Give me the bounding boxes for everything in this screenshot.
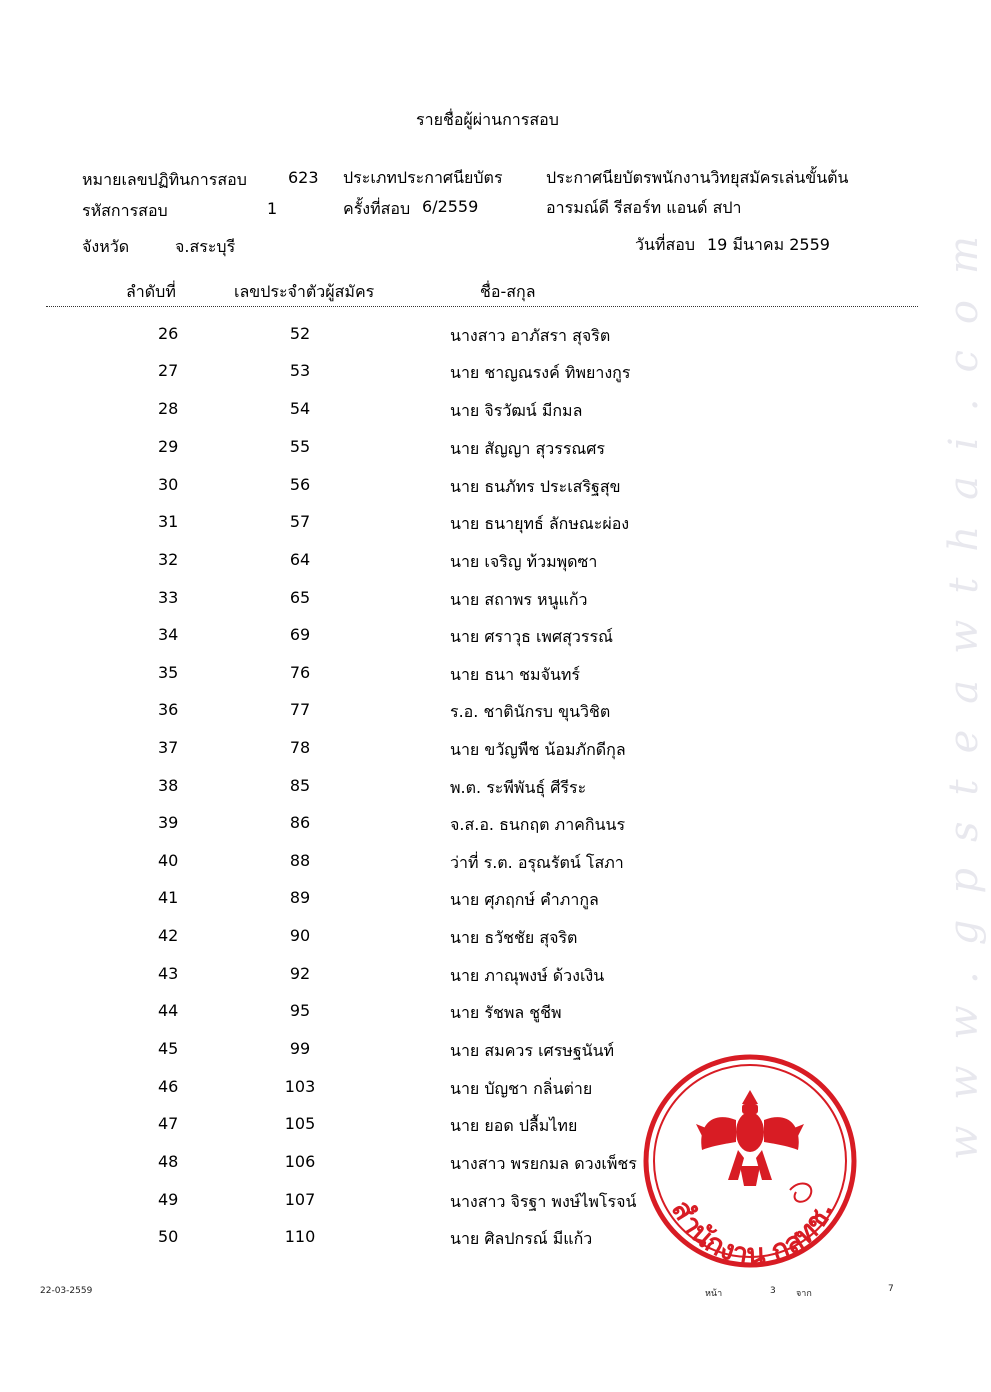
row-name: นาย สมควร เศรษฐนันท์ (450, 1041, 615, 1060)
row-name: นาย ศิลปกรณ์ มีแก้ว (450, 1229, 593, 1248)
row-name: นาย จิรวัฒน์ มีกมล (450, 401, 583, 420)
table-row (0, 437, 991, 467)
row-id: 105 (284, 1114, 316, 1133)
permit-label: หมายเลขปฏิทินการสอบ (82, 170, 247, 189)
round-value: 6/2559 (422, 197, 479, 216)
row-no: 50 (158, 1227, 179, 1246)
row-no: 30 (158, 475, 179, 494)
row-id: 107 (284, 1190, 316, 1209)
column-header-no: ลำดับที่ (126, 282, 176, 301)
row-name: พ.ต. ระพีพันธุ์ ศีรีระ (450, 778, 587, 797)
row-name: นาย ธนา ชมจันทร์ (450, 665, 581, 684)
table-row (0, 776, 991, 806)
row-no: 29 (158, 437, 179, 456)
row-no: 28 (158, 399, 179, 418)
row-name: ว่าที่ ร.ต. อรุณรัตน์ โสภา (450, 853, 624, 872)
table-row (0, 738, 991, 768)
of-label: จาก (796, 1289, 812, 1299)
province-label: จังหวัด (82, 237, 130, 256)
row-no: 37 (158, 738, 179, 757)
table-row (0, 588, 991, 618)
row-id: 86 (289, 813, 311, 832)
venue: อารมณ์ดี รีสอร์ท แอนด์ สปา (546, 198, 742, 217)
row-name: นาย ธวัชชัย สุจริต (450, 928, 578, 947)
row-name: นาย รัชพล ชูชีพ (450, 1003, 562, 1022)
row-id: 103 (284, 1077, 316, 1096)
page-label: หน้า (705, 1289, 723, 1299)
table-row (0, 1001, 991, 1031)
row-id: 65 (289, 588, 311, 607)
table-row (0, 324, 991, 354)
row-name: นาย สัญญา สุวรรณศร (450, 439, 606, 458)
round-label: ครั้งที่สอบ (343, 199, 411, 218)
row-name: นาย ภาณุพงษ์ ด้วงเงิน (450, 966, 605, 985)
table-row (0, 399, 991, 429)
total-pages: 7 (888, 1284, 894, 1294)
row-no: 42 (158, 926, 179, 945)
row-name: ร.อ. ชาตินักรบ ขุนวิชิต (450, 702, 611, 721)
row-id: 77 (289, 700, 311, 719)
row-no: 34 (158, 625, 179, 644)
row-no: 41 (158, 888, 179, 907)
row-no: 31 (158, 512, 179, 531)
table-row (0, 888, 991, 918)
exam-code-value: 1 (267, 199, 278, 218)
row-name: นางสาว อาภัสรา สุจริต (450, 326, 611, 345)
row-name: นาย ธนภัทร ประเสริฐสุข (450, 477, 621, 496)
row-name: นาย บัญชา กลิ่นต่าย (450, 1079, 593, 1098)
row-no: 47 (158, 1114, 179, 1133)
row-name: นาย สถาพร หนูแก้ว (450, 590, 588, 609)
table-row (0, 475, 991, 505)
stamp-text: สำนักงาน กสทช. (664, 1194, 841, 1271)
print-date: 22-03-2559 (40, 1286, 93, 1296)
table-row (0, 813, 991, 843)
table-row (0, 550, 991, 580)
row-no: 43 (158, 964, 179, 983)
row-name: นางสาว จิรฐา พงษ์ไพโรจน์ (450, 1192, 637, 1211)
row-id: 52 (289, 324, 311, 343)
row-id: 106 (284, 1152, 316, 1171)
svg-text:สำนักงาน กสทช. (665, 1194, 840, 1270)
row-id: 78 (289, 738, 311, 757)
row-id: 110 (284, 1227, 316, 1246)
column-header-id: เลขประจำตัวผู้สมัคร (234, 282, 375, 301)
row-name: นาย ยอด ปลื้มไทย (450, 1116, 578, 1135)
exam-date-value: 19 มีนาคม 2559 (707, 235, 830, 254)
table-row (0, 700, 991, 730)
row-id: 95 (289, 1001, 311, 1020)
row-no: 35 (158, 663, 179, 682)
row-id: 53 (289, 361, 311, 380)
row-no: 33 (158, 588, 179, 607)
row-id: 69 (289, 625, 311, 644)
table-row (0, 926, 991, 956)
row-no: 36 (158, 700, 179, 719)
row-no: 45 (158, 1039, 179, 1058)
cert-type-label: ประเภทประกาศนียบัตร (343, 168, 503, 187)
page-number: 3 (770, 1286, 776, 1296)
permit-value: 623 (288, 168, 319, 187)
row-name: จ.ส.อ. ธนกฤต ภาคกินนร (450, 815, 626, 834)
province-value: จ.สระบุรี (175, 237, 236, 256)
row-id: 85 (289, 776, 311, 795)
row-no: 40 (158, 851, 179, 870)
exam-code-label: รหัสการสอบ (82, 201, 168, 220)
row-id: 64 (289, 550, 311, 569)
header-separator (46, 306, 918, 307)
row-no: 27 (158, 361, 179, 380)
row-no: 26 (158, 324, 179, 343)
row-id: 55 (289, 437, 311, 456)
row-no: 38 (158, 776, 179, 795)
row-id: 88 (289, 851, 311, 870)
row-no: 32 (158, 550, 179, 569)
row-no: 44 (158, 1001, 179, 1020)
row-id: 54 (289, 399, 311, 418)
row-no: 49 (158, 1190, 179, 1209)
row-name: นาย ขวัญพืช น้อมภักดีกุล (450, 740, 626, 759)
table-row (0, 964, 991, 994)
table-row (0, 512, 991, 542)
row-no: 46 (158, 1077, 179, 1096)
row-id: 89 (289, 888, 311, 907)
page-title: รายชื่อผู้ผ่านการสอบ (416, 110, 559, 129)
row-id: 76 (289, 663, 311, 682)
official-stamp (640, 1050, 860, 1272)
exam-date-label: วันที่สอบ (635, 235, 695, 254)
table-row (0, 361, 991, 391)
table-row (0, 851, 991, 881)
row-id: 99 (289, 1039, 311, 1058)
watermark-text: www.gpsteawthai.com (941, 210, 988, 1160)
row-no: 39 (158, 813, 179, 832)
row-id: 90 (289, 926, 311, 945)
row-no: 48 (158, 1152, 179, 1171)
garuda-seal-icon (640, 1050, 860, 1272)
row-name: นาย ชาญณรงค์ ทิพยางกูร (450, 363, 631, 382)
row-name: นางสาว พรยกมล ดวงเพ็ชร (450, 1154, 637, 1173)
column-header-name: ชื่อ-สกุล (480, 282, 536, 301)
row-id: 92 (289, 964, 311, 983)
row-id: 56 (289, 475, 311, 494)
row-name: นาย ศุภฤกษ์ คำภากูล (450, 890, 599, 909)
row-name: นาย ธนายุทธ์ ลักษณะผ่อง (450, 514, 630, 533)
row-name: นาย เจริญ ท้วมพุดซา (450, 552, 598, 571)
row-name: นาย ศราวุธ เพศสุวรรณ์ (450, 627, 613, 646)
table-row (0, 663, 991, 693)
table-row (0, 625, 991, 655)
row-id: 57 (289, 512, 311, 531)
cert-type-value: ประกาศนียบัตรพนักงานวิทยุสมัครเล่นขั้นต้น (546, 168, 849, 187)
